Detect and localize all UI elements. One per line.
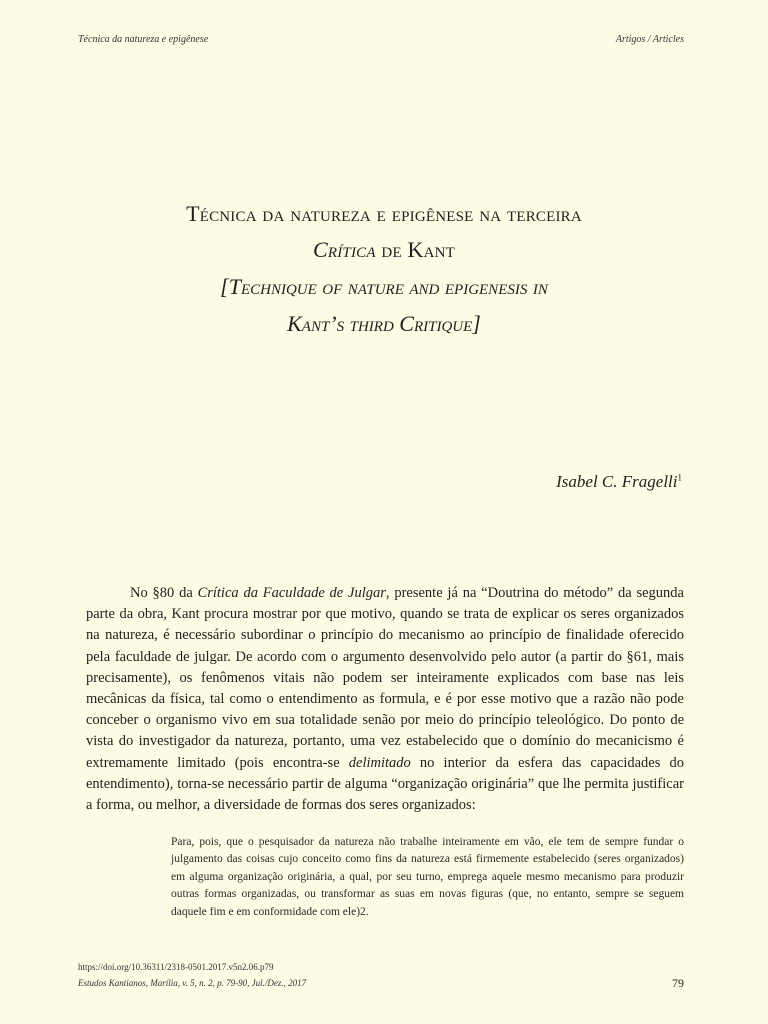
author-name [556, 472, 682, 492]
article-title [60, 196, 708, 342]
author-text: Isabel C. Fragelli [556, 472, 678, 491]
author-footnote-mark[interactable]: 1 [677, 472, 682, 483]
english-title-line-1: [Technique of nature and epigenesis in [220, 274, 548, 299]
body-paragraph [86, 583, 684, 816]
doi-link[interactable]: https://doi.org/10.36311/2318-0501.2017.v5n2.06.p79 [78, 962, 274, 972]
body-italic-word: delimitado [348, 754, 411, 771]
title-line-2-rest: de Kant [375, 237, 456, 262]
journal-citation: Estudos Kantianos, Marília, v. 5, n. 2, p. 79-90, Jul./Dez., 2017 [78, 978, 307, 988]
body-text-3: no interior da esfera das capacidades do entendimento), torna-se necessário partir de alguma “organização originária” que lhe permita justificar a forma, ou melhor, a diversidade de formas dos seres organizados: [86, 754, 684, 814]
running-header [78, 34, 684, 45]
block-quote: Para, pois, que o pesquisador da natureza não trabalhe inteiramente em vão, ele tem de sempre fundar o julgamento das coisas cujo conceito como fins da natureza está firmemente estabelecido (seres organizados) em alguma organização originária, a qual, por seu turno, emprega aquele mesmo mecanismo para produzir outras formas organizadas, ou transformar as suas em novas figuras (que, no entanto, sempre se seguem daquele fim e em conformidade com ele)2. [171, 836, 684, 918]
page-footer [78, 962, 684, 988]
body-text-2: , presente já na “Doutrina do método” da segunda parte da obra, Kant procura mostrar por que motivo, quando se trata de explicar os seres organizados na natureza, é necessário subordinar o princípio do mecanismo ao princípio de finalidade oferecido pela faculdade de julgar. De acordo com o argumento desenvolvido pelo autor (a partir do §61, mais precisamente), os fenômenos vitais não podem ser inteiramente explicados com base nas leis mecânicas da física, tal como o entendimento as formula, e é por esse motivo que a razão não pode conceber o organismo vivo em sua totalidade senão por meio do princípio teleológico. Do ponto de vista do investigador da natureza, portanto, uma vez estabelecido que o domínio do mecanicismo é extremamente limitado (pois encontra-se [86, 585, 684, 771]
body-italic-title: Crítica da Faculdade de Julgar [197, 585, 386, 601]
body-text-1: No §80 da [130, 585, 198, 601]
running-header-left: Técnica da natureza e epigênese [78, 34, 209, 45]
page-number: 79 [672, 976, 684, 990]
title-line-1: Técnica da natureza e epigênese na terceira [186, 201, 582, 226]
running-header-right: Artigos / Articles [615, 34, 684, 45]
title-line-2 [60, 232, 708, 268]
english-title-line-2: Kant’s third Critique] [287, 311, 481, 336]
title-italic-word: Crítica [312, 237, 376, 262]
